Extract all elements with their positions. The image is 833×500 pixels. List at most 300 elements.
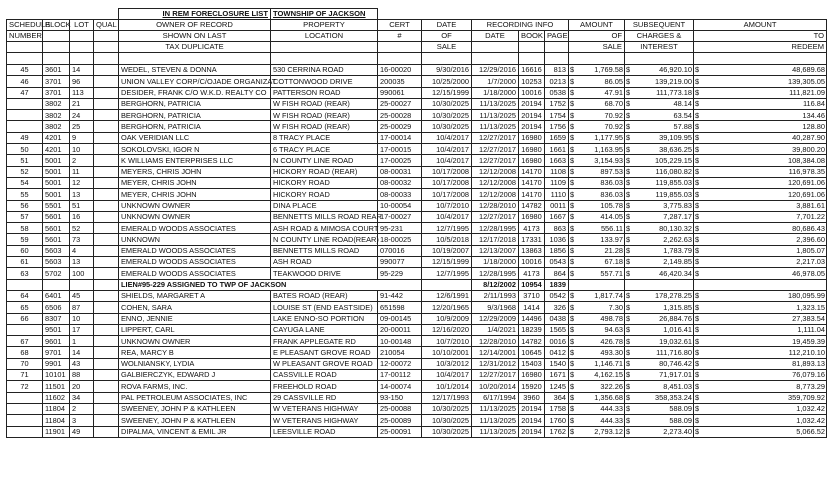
- schedule-number-cell: 71: [7, 370, 43, 381]
- qual-cell: [94, 313, 119, 324]
- lot-cell: 21: [70, 98, 94, 109]
- lot-cell: 14: [70, 65, 94, 76]
- subsequent-charges-cell: 139,219.00: [634, 76, 694, 87]
- amount-of-sale-cell: 493.30: [577, 347, 625, 358]
- book-cell: 14496: [519, 313, 545, 324]
- table-row: [7, 87, 827, 98]
- owner-cell: SHIELDS, MARGARET A: [119, 290, 271, 301]
- recording-date-cell: 11/13/2025: [472, 415, 519, 426]
- page-cell: 1663: [545, 155, 569, 166]
- book-cell: 4173: [519, 268, 545, 279]
- recording-date-cell: 12/12/2008: [472, 166, 519, 177]
- currency-symbol: $: [569, 358, 577, 369]
- owner-cell: MEYERS, CHRIS JOHN: [119, 166, 271, 177]
- currency-symbol: $: [569, 155, 577, 166]
- table-row: [7, 302, 827, 313]
- subsequent-charges-cell: 63.54: [634, 110, 694, 121]
- header-to: TO: [694, 31, 827, 42]
- owner-cell: UNKNOWN OWNER: [119, 336, 271, 347]
- subsequent-charges-cell: 57.88: [634, 121, 694, 132]
- schedule-number-cell: 54: [7, 177, 43, 188]
- recording-date-cell: 12/29/2009: [472, 313, 519, 324]
- recording-date-cell: 12/12/2008: [472, 177, 519, 188]
- lot-cell: 10: [70, 144, 94, 155]
- title-part-2: TOWNSHIP OF JACKSON: [271, 9, 378, 20]
- schedule-number-cell: 45: [7, 65, 43, 76]
- amount-of-sale-cell: 3,154.93: [577, 155, 625, 166]
- table-row: [7, 381, 827, 392]
- empty-cell: [94, 279, 119, 290]
- property-location-cell: HICKORY ROAD: [271, 177, 378, 188]
- amount-to-redeem-cell: 359,709.92: [703, 392, 827, 403]
- block-cell: 11804: [43, 403, 70, 414]
- subsequent-charges-cell: 111,773.18: [634, 87, 694, 98]
- lot-cell: 88: [70, 370, 94, 381]
- currency-symbol: $: [569, 98, 577, 109]
- amount-of-sale-cell: 1,356.68: [577, 392, 625, 403]
- header-number: NUMBER: [7, 31, 43, 42]
- cert-cell: 070016: [378, 245, 422, 256]
- block-cell: 3701: [43, 76, 70, 87]
- currency-symbol: $: [625, 370, 634, 381]
- date-of-sale-cell: 12/15/1999: [422, 87, 472, 98]
- lien-page: 1839: [545, 279, 569, 290]
- owner-cell: UNKNOWN OWNER: [119, 200, 271, 211]
- foreclosure-table: [6, 8, 827, 438]
- date-of-sale-cell: 10/30/2025: [422, 98, 472, 109]
- currency-symbol: $: [625, 358, 634, 369]
- qual-cell: [94, 234, 119, 245]
- table-row: [7, 200, 827, 211]
- recording-date-cell: 12/31/2012: [472, 358, 519, 369]
- qual-cell: [94, 290, 119, 301]
- currency-symbol: $: [569, 65, 577, 76]
- subsequent-charges-cell: 116,080.82: [634, 166, 694, 177]
- owner-cell: DESIDER, FRANK C/O W.K.D. REALTY CO: [119, 87, 271, 98]
- table-row: [7, 211, 827, 222]
- currency-symbol: $: [625, 155, 634, 166]
- lot-cell: 73: [70, 234, 94, 245]
- cert-cell: 08-00033: [378, 189, 422, 200]
- date-of-sale-cell: 12/7/1995: [422, 223, 472, 234]
- schedule-number-cell: 65: [7, 302, 43, 313]
- currency-symbol: $: [625, 268, 634, 279]
- qual-cell: [94, 155, 119, 166]
- book-cell: 20194: [519, 121, 545, 132]
- recording-date-cell: 11/13/2025: [472, 403, 519, 414]
- currency-symbol: $: [694, 392, 703, 403]
- amount-to-redeem-cell: 112,210.10: [703, 347, 827, 358]
- cert-cell: 10-00148: [378, 336, 422, 347]
- block-cell: 6506: [43, 302, 70, 313]
- block-cell: 3601: [43, 65, 70, 76]
- block-cell: 3802: [43, 110, 70, 121]
- page-cell: 0213: [545, 76, 569, 87]
- currency-symbol: $: [569, 110, 577, 121]
- amount-to-redeem-cell: 1,032.42: [703, 403, 827, 414]
- qual-cell: [94, 110, 119, 121]
- page-cell: 326: [545, 302, 569, 313]
- schedule-number-cell: 56: [7, 200, 43, 211]
- owner-cell: EMERALD WOODS ASSOCIATES: [119, 257, 271, 268]
- block-cell: 5501: [43, 200, 70, 211]
- schedule-number-cell: 58: [7, 223, 43, 234]
- block-cell: 11602: [43, 392, 70, 403]
- qual-cell: [94, 245, 119, 256]
- table-row: [7, 268, 827, 279]
- lot-cell: 113: [70, 87, 94, 98]
- lot-cell: 96: [70, 76, 94, 87]
- cert-cell: 17-00014: [378, 132, 422, 143]
- currency-symbol: $: [569, 370, 577, 381]
- block-cell: 8307: [43, 313, 70, 324]
- cert-cell: 17-00027: [378, 211, 422, 222]
- owner-cell: UNKNOWN OWNER: [119, 211, 271, 222]
- cert-cell: 09-00145: [378, 313, 422, 324]
- recording-date-cell: 1/18/2000: [472, 257, 519, 268]
- currency-symbol: $: [569, 211, 577, 222]
- property-location-cell: E PLEASANT GROVE ROAD: [271, 347, 378, 358]
- date-of-sale-cell: 12/17/1993: [422, 392, 472, 403]
- currency-symbol: $: [625, 110, 634, 121]
- amount-to-redeem-cell: 134.46: [703, 110, 827, 121]
- recording-date-cell: 1/7/2000: [472, 76, 519, 87]
- amount-of-sale-cell: 68.70: [577, 98, 625, 109]
- table-row: [7, 347, 827, 358]
- cert-cell: 14-00074: [378, 381, 422, 392]
- header-page: PAGE: [545, 31, 569, 42]
- currency-symbol: $: [625, 87, 634, 98]
- recording-date-cell: 1/4/2021: [472, 324, 519, 335]
- currency-symbol: $: [625, 347, 634, 358]
- currency-symbol: $: [569, 245, 577, 256]
- block-cell: 5601: [43, 223, 70, 234]
- currency-symbol: $: [569, 381, 577, 392]
- qual-cell: [94, 189, 119, 200]
- currency-symbol: $: [625, 144, 634, 155]
- page-cell: 1671: [545, 370, 569, 381]
- book-cell: 3710: [519, 290, 545, 301]
- currency-symbol: $: [569, 392, 577, 403]
- owner-cell: BERGHORN, PATRICIA: [119, 98, 271, 109]
- amount-to-redeem-cell: 1,032.42: [703, 415, 827, 426]
- block-cell: 4201: [43, 144, 70, 155]
- amount-to-redeem-cell: 40,287.90: [703, 132, 827, 143]
- recording-date-cell: 1/18/2000: [472, 87, 519, 98]
- block-cell: 5603: [43, 245, 70, 256]
- table-row: [7, 415, 827, 426]
- date-of-sale-cell: 10/4/2017: [422, 132, 472, 143]
- cert-cell: 10-00054: [378, 200, 422, 211]
- amount-to-redeem-cell: 48,689.68: [703, 65, 827, 76]
- date-of-sale-cell: 10/7/2010: [422, 200, 472, 211]
- currency-symbol: $: [569, 426, 577, 437]
- page-cell: 1245: [545, 381, 569, 392]
- property-location-cell: 530 CERRINA ROAD: [271, 65, 378, 76]
- table-row: [7, 336, 827, 347]
- lien-recording-date: 8/12/2002: [472, 279, 519, 290]
- recording-date-cell: 11/13/2025: [472, 110, 519, 121]
- amount-to-redeem-cell: 111,821.09: [703, 87, 827, 98]
- qual-cell: [94, 426, 119, 437]
- currency-symbol: $: [569, 121, 577, 132]
- title-part-1: IN REM FORECLOSURE LIST: [119, 9, 271, 20]
- currency-symbol: $: [625, 290, 634, 301]
- book-cell: 17331: [519, 234, 545, 245]
- table-row: [7, 177, 827, 188]
- lot-cell: 2: [70, 155, 94, 166]
- cert-cell: 25-00088: [378, 403, 422, 414]
- table-row: [7, 313, 827, 324]
- block-cell: 10101: [43, 370, 70, 381]
- schedule-number-cell: 63: [7, 268, 43, 279]
- block-cell: 11804: [43, 415, 70, 426]
- currency-symbol: $: [694, 426, 703, 437]
- block-cell: 3802: [43, 121, 70, 132]
- property-location-cell: BATES ROAD (REAR): [271, 290, 378, 301]
- date-of-sale-cell: 12/7/1995: [422, 268, 472, 279]
- currency-symbol: $: [694, 132, 703, 143]
- book-cell: 16980: [519, 370, 545, 381]
- schedule-number-cell: 46: [7, 76, 43, 87]
- amount-of-sale-cell: 1,769.58: [577, 65, 625, 76]
- table-header: [7, 9, 827, 53]
- owner-cell: EMERALD WOODS ASSOCIATES: [119, 268, 271, 279]
- owner-cell: ENNO, JENNIE: [119, 313, 271, 324]
- page-cell: 1540: [545, 358, 569, 369]
- table-row: [7, 403, 827, 414]
- amount-of-sale-cell: 836.03: [577, 177, 625, 188]
- qual-cell: [94, 65, 119, 76]
- property-location-cell: CAYUGA LANE: [271, 324, 378, 335]
- currency-symbol: $: [569, 415, 577, 426]
- amount-to-redeem-cell: 139,305.05: [703, 76, 827, 87]
- empty-cell: [7, 279, 43, 290]
- block-cell: 5001: [43, 166, 70, 177]
- currency-symbol: $: [694, 110, 703, 121]
- qual-cell: [94, 98, 119, 109]
- cert-cell: 25-00089: [378, 415, 422, 426]
- date-of-sale-cell: 12/15/1999: [422, 257, 472, 268]
- header-cert: CERT: [378, 20, 422, 31]
- currency-symbol: $: [569, 144, 577, 155]
- schedule-number-cell: [7, 98, 43, 109]
- currency-symbol: $: [625, 132, 634, 143]
- schedule-number-cell: [7, 110, 43, 121]
- lot-cell: 2: [70, 403, 94, 414]
- header-cert-hash: #: [378, 31, 422, 42]
- date-of-sale-cell: 10/3/2012: [422, 358, 472, 369]
- subsequent-charges-cell: 588.09: [634, 403, 694, 414]
- schedule-number-cell: 49: [7, 132, 43, 143]
- lien-assignment-row: [7, 279, 827, 290]
- recording-date-cell: 12/14/2001: [472, 347, 519, 358]
- book-cell: 10645: [519, 347, 545, 358]
- schedule-number-cell: 70: [7, 358, 43, 369]
- page-cell: 1659: [545, 132, 569, 143]
- book-cell: 20194: [519, 403, 545, 414]
- owner-cell: COHEN, SARA: [119, 302, 271, 313]
- owner-cell: GALBIERCZYK, EDWARD J: [119, 370, 271, 381]
- header-block: BLOCK: [43, 20, 70, 31]
- book-cell: 1414: [519, 302, 545, 313]
- page-cell: 1756: [545, 121, 569, 132]
- page-cell: 0016: [545, 336, 569, 347]
- schedule-number-cell: 55: [7, 189, 43, 200]
- page-cell: 0538: [545, 87, 569, 98]
- block-cell: 5603: [43, 257, 70, 268]
- property-location-cell: BENNETTS MILLS ROAD: [271, 245, 378, 256]
- table-row: [7, 290, 827, 301]
- cert-cell: 17-00112: [378, 370, 422, 381]
- amount-to-redeem-cell: 2,396.60: [703, 234, 827, 245]
- header-redeem-word: REDEEM: [694, 42, 827, 53]
- block-cell: 5601: [43, 234, 70, 245]
- owner-cell: SWEENEY, JOHN P & KATHLEEN: [119, 415, 271, 426]
- schedule-number-cell: [7, 121, 43, 132]
- book-cell: 16980: [519, 132, 545, 143]
- property-location-cell: 29 CASSVILLE RD: [271, 392, 378, 403]
- amount-of-sale-cell: 70.92: [577, 121, 625, 132]
- lot-cell: 3: [70, 415, 94, 426]
- table-row: [7, 166, 827, 177]
- property-location-cell: BENNETTS MILLS ROAD REAR: [271, 211, 378, 222]
- lot-cell: 34: [70, 392, 94, 403]
- table-row: [7, 358, 827, 369]
- currency-symbol: $: [625, 177, 634, 188]
- qual-cell: [94, 336, 119, 347]
- date-of-sale-cell: 10/30/2025: [422, 110, 472, 121]
- owner-cell: ROVA FARMS, INC.: [119, 381, 271, 392]
- header-charges: CHARGES &: [625, 31, 694, 42]
- date-of-sale-cell: 10/17/2008: [422, 189, 472, 200]
- header-rec-date: DATE: [472, 31, 519, 42]
- currency-symbol: $: [625, 381, 634, 392]
- currency-symbol: $: [694, 403, 703, 414]
- header-book: BOOK: [519, 31, 545, 42]
- lot-cell: 13: [70, 189, 94, 200]
- header-of: OF: [422, 31, 472, 42]
- lien-book: 10954: [519, 279, 545, 290]
- cert-cell: 990077: [378, 257, 422, 268]
- owner-cell: MEYER, CHRIS JOHN: [119, 189, 271, 200]
- currency-symbol: $: [625, 302, 634, 313]
- empty-cell: [70, 279, 94, 290]
- currency-symbol: $: [625, 324, 634, 335]
- date-of-sale-cell: 10/17/2008: [422, 177, 472, 188]
- amount-of-sale-cell: 94.63: [577, 324, 625, 335]
- currency-symbol: $: [569, 223, 577, 234]
- lot-cell: 10: [70, 313, 94, 324]
- table-row: [7, 245, 827, 256]
- page-cell: 813: [545, 65, 569, 76]
- amount-of-sale-cell: 444.33: [577, 415, 625, 426]
- property-location-cell: HICKORY ROAD: [271, 189, 378, 200]
- header-tax-duplicate: TAX DUPLICATE: [119, 42, 271, 53]
- book-cell: 16616: [519, 65, 545, 76]
- date-of-sale-cell: 10/4/2017: [422, 155, 472, 166]
- recording-date-cell: 12/27/2017: [472, 211, 519, 222]
- lot-cell: 87: [70, 302, 94, 313]
- currency-symbol: $: [569, 268, 577, 279]
- currency-symbol: $: [625, 313, 634, 324]
- currency-symbol: $: [694, 87, 703, 98]
- table-row: [7, 392, 827, 403]
- schedule-number-cell: [7, 426, 43, 437]
- qual-cell: [94, 166, 119, 177]
- amount-of-sale-cell: 2,793.12: [577, 426, 625, 437]
- owner-cell: SOKOLOVSKI, IGOR N: [119, 144, 271, 155]
- currency-symbol: $: [694, 381, 703, 392]
- subsequent-charges-cell: 26,884.76: [634, 313, 694, 324]
- empty-cell: [422, 279, 472, 290]
- property-location-cell: W FISH ROAD (REAR): [271, 121, 378, 132]
- currency-symbol: $: [569, 177, 577, 188]
- amount-of-sale-cell: 414.05: [577, 211, 625, 222]
- schedule-number-cell: [7, 324, 43, 335]
- block-cell: 3802: [43, 98, 70, 109]
- owner-cell: UNION VALLEY CORP/C/OJADE ORGANIZAT: [119, 76, 271, 87]
- property-location-cell: W FISH ROAD (REAR): [271, 98, 378, 109]
- amount-to-redeem-cell: 5,066.52: [703, 426, 827, 437]
- lot-cell: 9: [70, 132, 94, 143]
- currency-symbol: $: [694, 245, 703, 256]
- currency-symbol: $: [625, 200, 634, 211]
- property-location-cell: LAKE ENNO-SO PORTION: [271, 313, 378, 324]
- currency-symbol: $: [625, 415, 634, 426]
- header-redeem: AMOUNT: [694, 20, 827, 31]
- amount-of-sale-cell: 70.92: [577, 110, 625, 121]
- currency-symbol: $: [694, 415, 703, 426]
- header-property: PROPERTY: [271, 20, 378, 31]
- amount-to-redeem-cell: 39,800.20: [703, 144, 827, 155]
- property-location-cell: N COUNTY LINE ROAD(REAR): [271, 234, 378, 245]
- page-cell: 1754: [545, 110, 569, 121]
- table-row: [7, 121, 827, 132]
- property-location-cell: W VETERANS HIGHWAY: [271, 403, 378, 414]
- amount-of-sale-cell: 4,162.15: [577, 370, 625, 381]
- book-cell: 14782: [519, 336, 545, 347]
- currency-symbol: $: [625, 76, 634, 87]
- book-cell: 20194: [519, 426, 545, 437]
- header-lot: LOT: [70, 20, 94, 31]
- date-of-sale-cell: 10/19/2007: [422, 245, 472, 256]
- currency-symbol: $: [694, 76, 703, 87]
- cert-cell: 08-00031: [378, 166, 422, 177]
- block-cell: 6401: [43, 290, 70, 301]
- recording-date-cell: 11/13/2025: [472, 121, 519, 132]
- subsequent-charges-cell: 588.09: [634, 415, 694, 426]
- recording-date-cell: 10/20/2014: [472, 381, 519, 392]
- header-recording-info: RECORDING INFO: [472, 20, 569, 31]
- cert-cell: 200035: [378, 76, 422, 87]
- table-row: [7, 189, 827, 200]
- currency-symbol: $: [625, 403, 634, 414]
- table-row: [7, 223, 827, 234]
- amount-of-sale-cell: 1,817.74: [577, 290, 625, 301]
- owner-cell: REA, MARCY B: [119, 347, 271, 358]
- amount-to-redeem-cell: 8,773.29: [703, 381, 827, 392]
- owner-cell: SWEENEY, JOHN P & KATHLEEN: [119, 403, 271, 414]
- subsequent-charges-cell: 1,783.79: [634, 245, 694, 256]
- owner-cell: UNKNOWN: [119, 234, 271, 245]
- date-of-sale-cell: 12/16/2020: [422, 324, 472, 335]
- block-cell: 3701: [43, 87, 70, 98]
- property-location-cell: FRANK APPLEGATE RD: [271, 336, 378, 347]
- property-location-cell: 8 TRACY PLACE: [271, 132, 378, 143]
- amount-of-sale-cell: 1,163.95: [577, 144, 625, 155]
- amount-to-redeem-cell: 46,978.05: [703, 268, 827, 279]
